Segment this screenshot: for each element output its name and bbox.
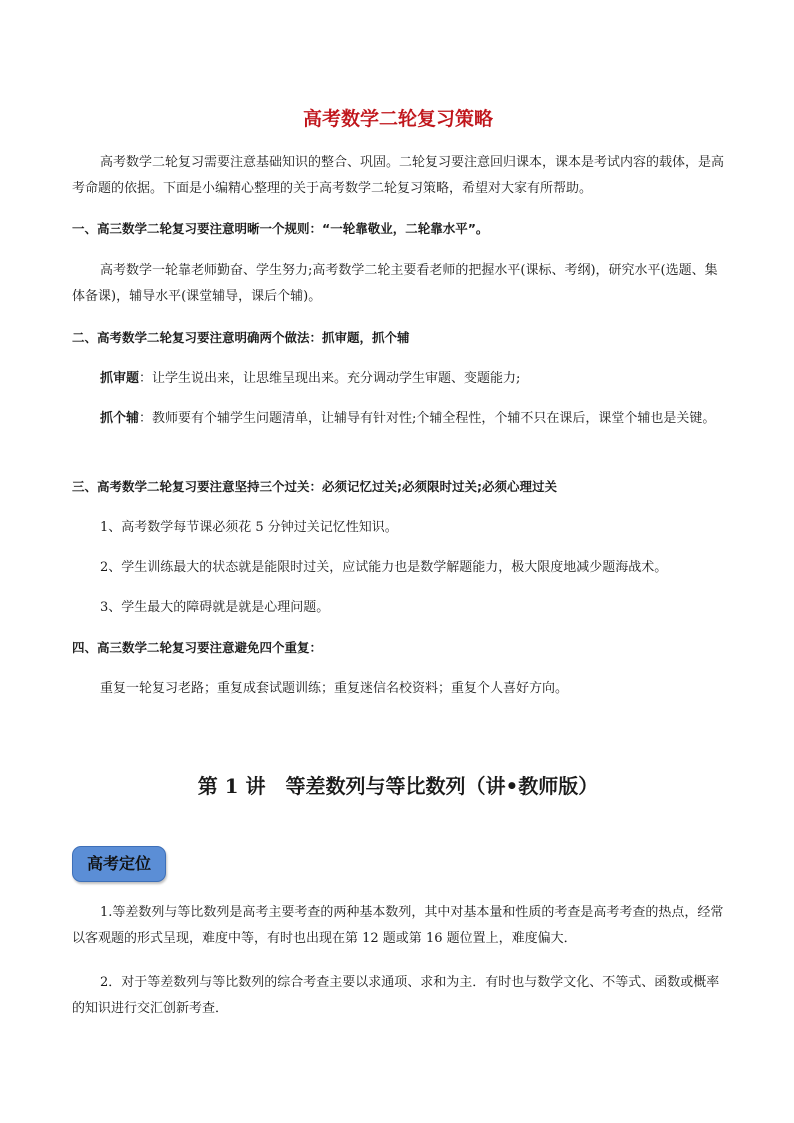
section-1-heading: 一、高三数学二轮复习要注意明晰一个规则：“一轮靠敬业，二轮靠水平”。 (72, 221, 489, 236)
section-3-item: 1、高考数学每节课必须花 5 分钟过关记忆性知识。 (100, 520, 398, 535)
strategy-title: 高考数学二轮复习策略 (302, 108, 493, 130)
section-3-item: 3、学生最大的障碍就是就是心理问题。 (100, 600, 330, 615)
section-2-heading: 二、高考数学二轮复习要注意明确两个做法：抓审题，抓个辅 (72, 330, 410, 345)
section-4-heading: 四、高三数学二轮复习要注意避免四个重复： (72, 640, 323, 655)
lecture-point: 2．对于等差数列与等比数列的综合考查主要以求通项、求和为主．有时也与数学文化、不等式、函数或概率的知识进行交汇创新考查． (72, 975, 720, 1016)
section-3-heading: 三、高考数学二轮复习要注意坚持三个过关：必须记忆过关;必须限时过关;必须心理过关 (72, 479, 557, 494)
section-2-item-2 (72, 406, 724, 432)
lecture-title: 第 1 讲 等差数列与等比数列（讲•教师版） (197, 774, 599, 798)
section-3-item: 2、学生训练最大的状态就是能限时过关，应试能力也是数学解题能力，极大限度地减少题海战术。 (100, 560, 668, 575)
strategy-intro: 高考数学二轮复习需要注意基础知识的整合、巩固。二轮复习要注意回归课本，课本是考试内容的载体，是高考命题的依据。下面是小编精心整理的关于高考数学二轮复习策略，希望对大家有所帮助。 (72, 155, 725, 196)
item-lead: 抓审题 (100, 371, 140, 386)
item-text: ：教师要有个辅学生问题清单，让辅导有针对性;个辅全程性，个辅不只在课后，课堂个辅也是关键。 (139, 411, 716, 426)
item-lead: 抓个辅 (100, 411, 140, 426)
section-2-item-1 (72, 366, 724, 392)
exam-position-badge: 高考定位 (72, 846, 166, 882)
lecture-point: 1.等差数列与等比数列是高考主要考查的两种基本数列，其中对基本量和性质的考查是高考考查的热点，经常以客观题的形式呈现，难度中等，有时也出现在第 12 题或第 16 题位置上，难度偏大． (72, 905, 724, 946)
section-1-body: 高考数学一轮靠老师勤奋、学生努力;高考数学二轮主要看老师的把握水平(课标、考纲)，研究水平(选题、集体备课)，辅导水平(课堂辅导，课后个辅)。 (72, 263, 718, 304)
item-text: ：让学生说出来，让思维呈现出来。充分调动学生审题、变题能力; (139, 371, 521, 386)
section-4-body: 重复一轮复习老路；重复成套试题训练；重复迷信名校资料；重复个人喜好方向。 (100, 681, 569, 696)
